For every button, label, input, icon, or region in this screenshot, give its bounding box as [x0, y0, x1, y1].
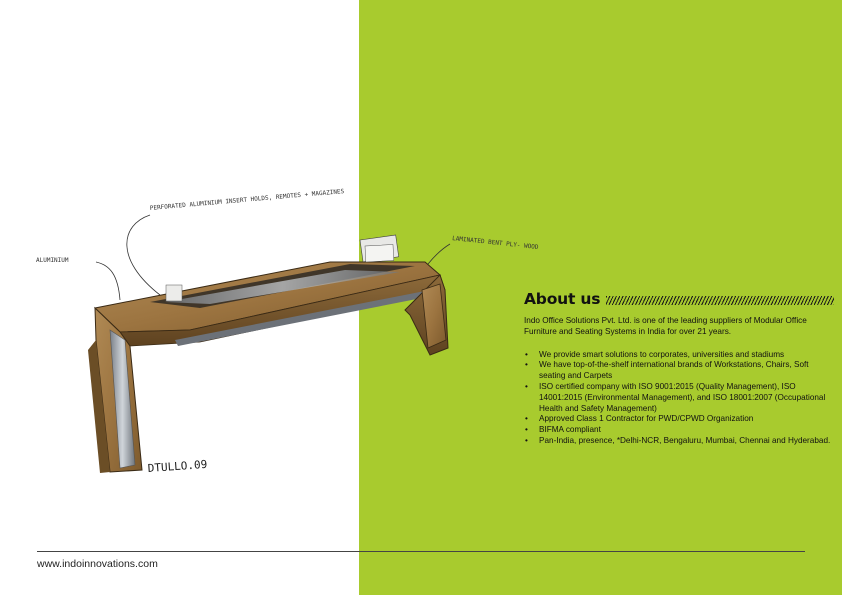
footer-website-link[interactable]: www.indoinnovations.com — [37, 558, 158, 570]
about-us-title: About us — [524, 290, 601, 308]
list-item: • Pan-India, presence, *Delhi-NCR, Bengaluru, Mumbai, Chennai and Hyderabad. — [525, 435, 831, 445]
annotation-aluminium: ALUMINIUM — [36, 257, 69, 264]
furniture-sketch-illustration — [0, 180, 539, 500]
list-item: • We have top-of-the-shelf international brands of Workstations, Chairs, Soft seating and Carpets — [525, 360, 809, 381]
list-item: • Approved Class 1 Contractor for PWD/CPWD Organization — [525, 414, 754, 424]
about-bullet-list — [524, 350, 834, 447]
hatched-rule-decoration — [606, 296, 834, 305]
about-intro-text: Indo Office Solutions Pvt. Ltd. is one of the leading suppliers of Modular Office Furniture and Seating Systems in India for over 21 years. — [524, 316, 807, 336]
annotation-laminated: LAMINATED BENT PLY- WOOD — [451, 235, 539, 252]
list-item: • We provide smart solutions to corporates, universities and stadiums — [525, 349, 785, 359]
annotation-perforated: PERFORATED ALUMINIUM INSERT HOLDS, REMOTES + MAGAZINES — [149, 188, 345, 212]
footer-divider — [37, 551, 805, 552]
list-item: • BIFMA compliant — [525, 425, 601, 435]
about-us-heading — [524, 288, 834, 310]
list-item: • ISO certified company with ISO 9001:2015 (Quality Management), ISO 14001:2015 (Environmental Management), and ISO 18001:2007 (Occupational Health and Safety Management) — [525, 381, 826, 413]
sketch-signature: DTULLO.09 — [147, 457, 208, 475]
about-us-section — [524, 288, 834, 447]
